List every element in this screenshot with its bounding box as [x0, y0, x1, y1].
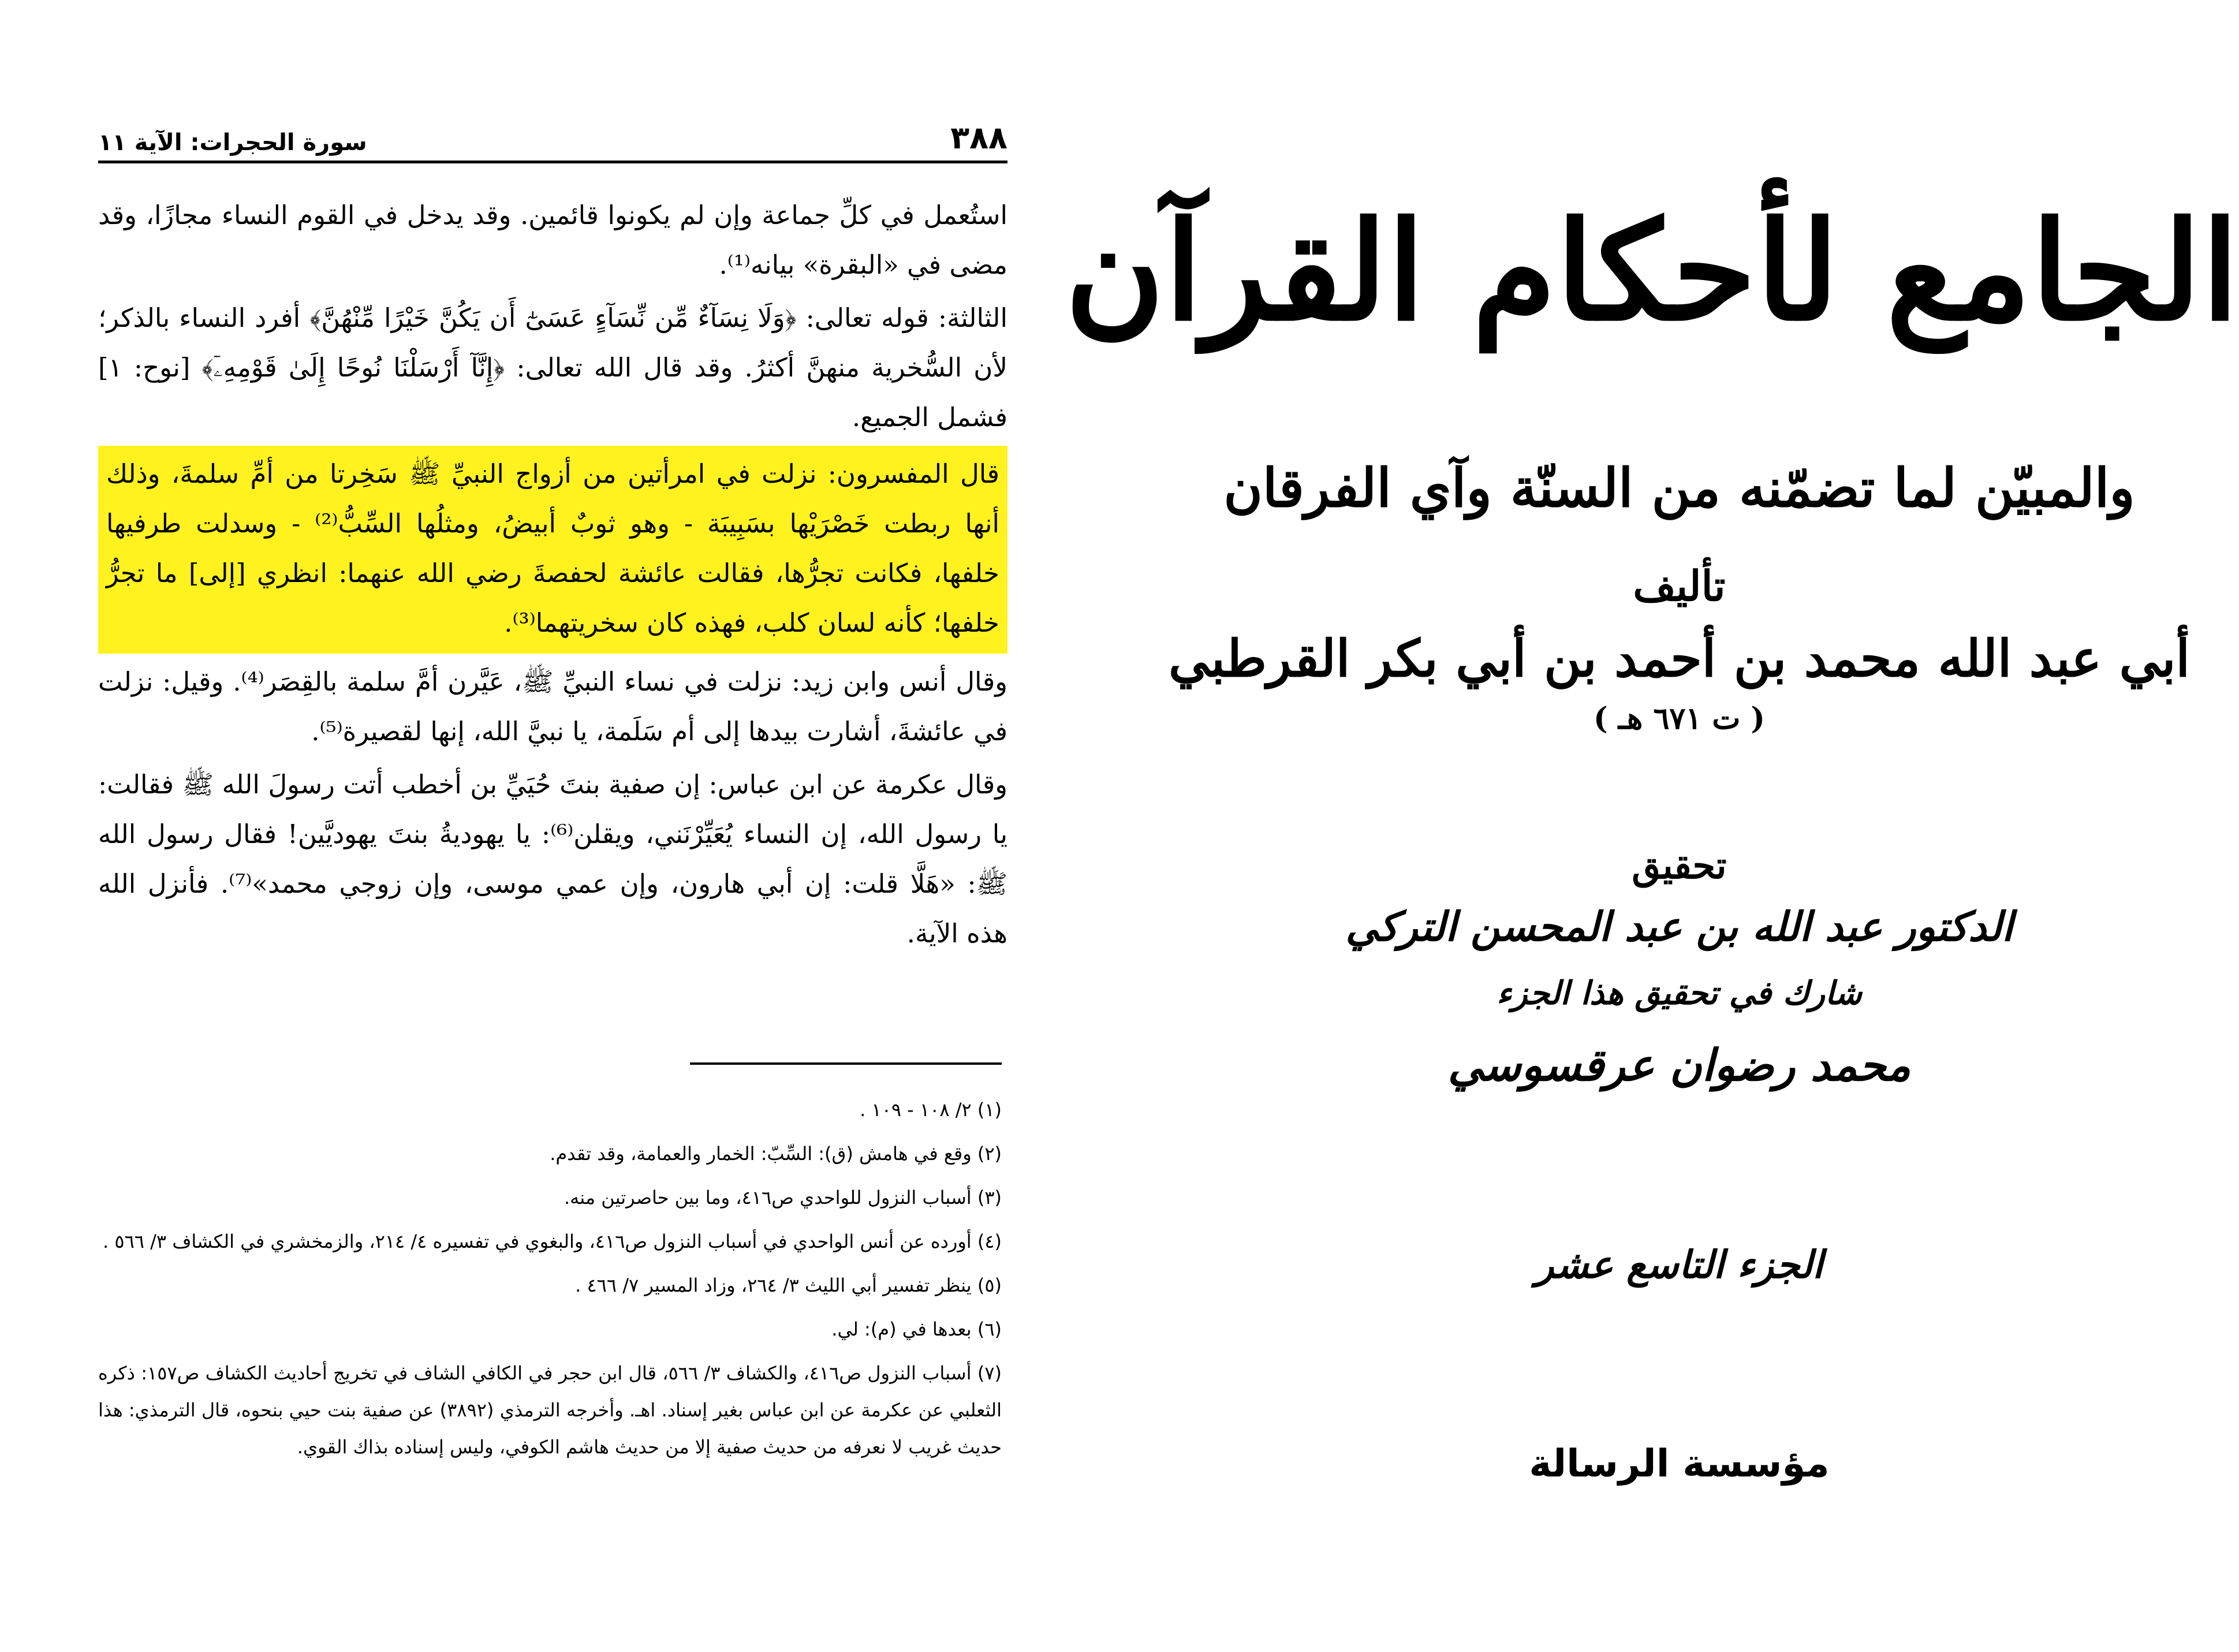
footnote-5: (٥) ينظر تفسير أبي الليث ٣/ ٢٦٤، وزاد المسير ٧/ ٤٦٦ . [575, 1274, 1002, 1296]
footnote-separator [690, 1062, 1002, 1065]
page-number: ٣٨٨ [950, 120, 1007, 156]
participant-name: محمد رضوان عرقسوسي [1447, 1039, 1911, 1091]
book-subtitle: والمبيّن لما تضمّنه من السنّة وآي الفرقان [1223, 457, 2135, 519]
footnote-4: (٤) أورده عن أنس الواحدي في أسباب النزول ص٤١٦، والبغوي في تفسيره ٤/ ٢١٤، والزمخشري في الكشاف ٣/ ٥٦٦ . [103, 1230, 1002, 1252]
volume-number: الجزء التاسع عشر [1535, 1242, 1823, 1287]
footnote-1: (١) ٢/ ١٠٨ - ١٠٩ . [860, 1099, 1002, 1121]
title-page-content [1065, 0, 2239, 1652]
chapter-title: سورة الحجرات: الآية ١١ [98, 129, 367, 156]
participant-label: شارك في تحقيق هذا الجزء [1497, 974, 1862, 1012]
paragraph-2: الثالثة: قوله تعالى: ﴿وَلَا نِسَآءٌ مِّن نِّسَآءٍ عَسَىٰٓ أَن يَكُنَّ خَيْرًا مِّنْهُنَّ﴾ أفرد النساء بالذكر؛ لأن السُّخرية منهنَّ أكثرُ. وقد قال الله تعالى: ﴿إِنَّآ أَرْسَلْنَا نُوحًا إِلَىٰ قَوْمِهِۦٓ﴾ [نوح: ١] فشمل الجميع. [98, 303, 1007, 432]
highlighted-paragraph: قال المفسرون: نزلت في امرأتين من أزواج النبيِّ ﷺ سَخِرتا من أمِّ سلمةَ، وذلك أنها ربطت خَصْرَيْها بسَبِيبَة - وهو ثوبٌ أبيضُ، ومثلُها السِّبُّ⁽²⁾ - وسدلت طرفيها خلفها، فكانت تجرُّها، فقالت عائشة لحفصةَ رضي الله عنهما: انظري [إلى] ما تجرُّ خلفها؛ كأنه لسان كلب، فهذه كان سخريتهما⁽³⁾. [98, 446, 1007, 654]
title-page [1065, 0, 2239, 1652]
paragraph-5: وقال عكرمة عن ابن عباس: إن صفية بنتَ حُيَيِّ بن أخطب أتت رسولَ الله ﷺ فقالت: يا رسول الله، إن النساء يُعَيِّرْنَني، ويقلن⁽⁶⁾: يا يهوديةُ بنتَ يهوديَّين! فقال رسول الله ﷺ: «هَلَّا قلت: إن أبي هارون، وإن عمي موسى، وإن زوجي محمد»⁽⁷⁾. فأنزل الله هذه الآية. [98, 769, 1007, 949]
paragraph-1: استُعمل في كلِّ جماعة وإن لم يكونوا قائمين. وقد يدخل في القوم النساء مجازًا، وقد مضى في «البقرة» بيانه⁽¹⁾. [98, 200, 1007, 280]
footnotes [98, 1091, 1002, 1472]
book-title: الجامع لأحكام القرآن [1065, 192, 2239, 351]
author-label: تأليف [1633, 561, 1726, 610]
editor-name: الدكتور عبد الله بن عبد المحسن التركي [1345, 903, 2013, 950]
body-text [98, 191, 1007, 962]
running-head [98, 110, 1007, 163]
publisher-name: مؤسسة الرسالة [1529, 1441, 1830, 1486]
death-date: ( ت ٦٧١ هـ ) [1593, 701, 1766, 736]
footnote-6: (٦) بعدها في (م): لي. [831, 1318, 1002, 1340]
editor-label: تحقيق [1632, 844, 1727, 887]
author-name: أبي عبد الله محمد بن أحمد بن أبي بكر القرطبي [1169, 628, 2190, 688]
footnote-2: (٢) وقع في هامش (ق): السِّبّ: الخمار والعمامة، وقد تقدم. [550, 1143, 1002, 1165]
paragraph-4: وقال أنس وابن زيد: نزلت في نساء النبيِّ ﷺ، عَيَّرن أمَّ سلمة بالقِصَر⁽⁴⁾. وقيل: نزلت في عائشةَ، أشارت بيدها إلى أم سَلَمة، يا نبيَّ الله، إنها لقصيرة⁽⁵⁾. [98, 666, 1007, 747]
footnote-3: (٣) أسباب النزول للواحدي ص٤١٦، وما بين حاصرتين منه. [564, 1187, 1002, 1209]
footnote-7: (٧) أسباب النزول ص٤١٦، والكشاف ٣/ ٥٦٦، قال ابن حجر في الكافي الشاف في تخريج أحاديث الكشاف ص١٥٧: ذكره الثعلبي عن عكرمة عن ابن عباس بغير إسناد. اهـ. وأخرجه الترمذي (٣٨٩٢) عن صفية بنت حيي بنحوه، قال الترمذي: هذا حديث غريب لا نعرفه من حديث صفية إلا من حديث هاشم الكوفي، وليس إسناده بذاك القوي. [98, 1362, 1002, 1458]
